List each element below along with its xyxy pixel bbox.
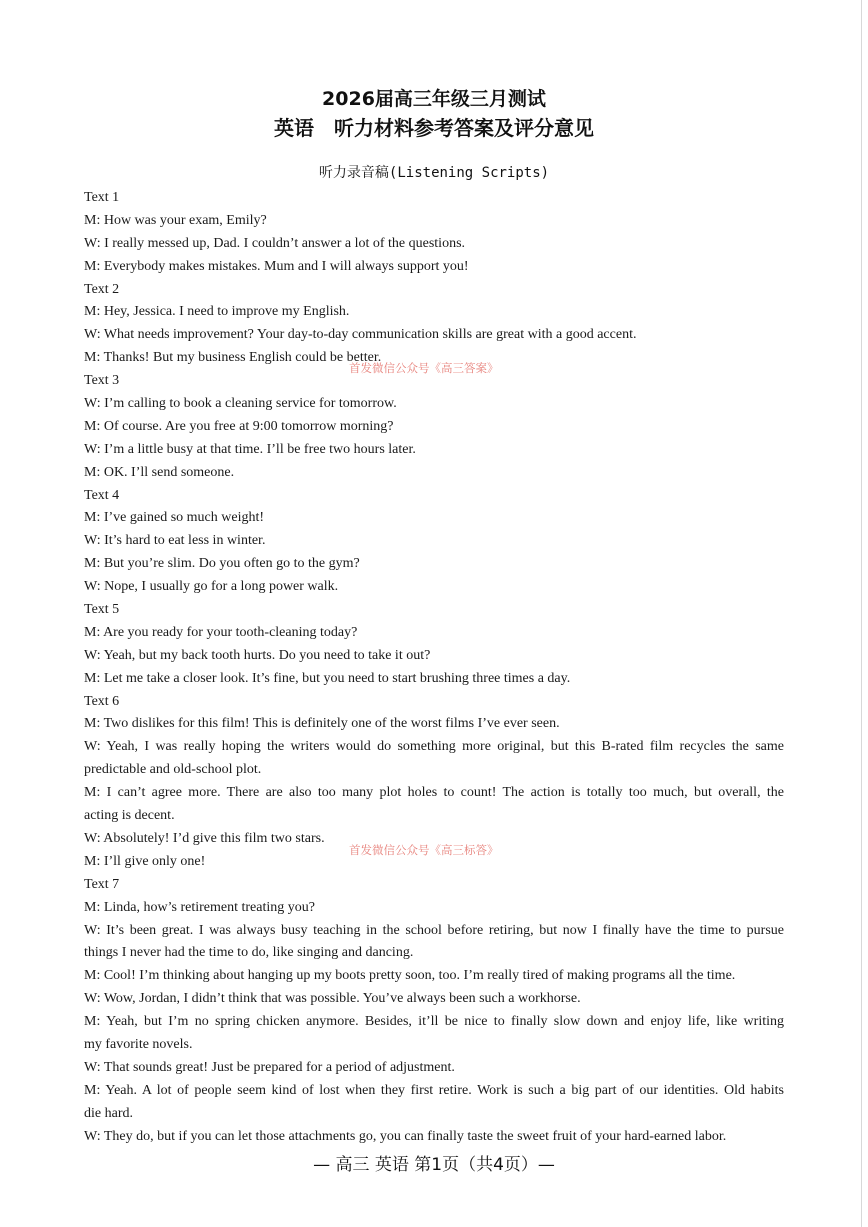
script-line: M: I can’t agree more. There are also too many plot holes to count! The action is totally too much, but overall, the [84,785,784,801]
script-line: M: Are you ready for your tooth-cleaning today? [84,624,358,640]
script-line: W: Yeah, but my back tooth hurts. Do you need to take it out? [84,647,431,663]
script-line: M: Yeah. A lot of people seem kind of lost when they first retire. Work is such a big part of our identities. Old habits [84,1082,784,1098]
script-line: M: Hey, Jessica. I need to improve my English. [84,304,350,320]
script-line: M: Two dislikes for this film! This is definitely one of the worst films I’ve ever seen. [84,716,560,732]
script-line: things I never had the time to do, like singing and dancing. [84,945,414,961]
text-heading: Text 4 [84,487,120,503]
script-line: W: What needs improvement? Your day-to-day communication skills are great with a good accent. [84,327,637,343]
script-line: W: That sounds great! Just be prepared for a period of adjustment. [84,1059,455,1075]
script-line: W: Nope, I usually go for a long power walk. [84,579,339,595]
script-line: W: I really messed up, Dad. I couldn’t answer a lot of the questions. [84,235,466,251]
text-heading: Text 5 [84,602,120,618]
script-line: predictable and old-school plot. [84,762,262,778]
script-line: M: Thanks! But my business English could be better. [84,350,382,366]
script-line: M: Cool! I’m thinking about hanging up my boots pretty soon, too. I’m really tired of making programs all the time. [84,968,736,984]
script-line: W: Yeah, I was really hoping the writers would do something more original, but this B-rated film recycles the same [84,739,784,755]
script-line: M: Yeah, but I’m no spring chicken anymore. Besides, it’ll be nice to finally slow down and enjoy life, like writing [84,1014,784,1030]
script-line: M: Let me take a closer look. It’s fine, but you need to start brushing three times a day. [84,670,571,686]
text-heading: Text 1 [84,190,120,205]
script-line: W: They do, but if you can let those attachments go, you can finally taste the sweet fruit of your hard-earned labor. [84,1128,727,1144]
watermark-2: 首发微信公众号《高三标答》 [349,843,499,857]
script-line: acting is decent. [84,808,175,824]
section-title: 听力录音稿(Listening Scripts) [318,165,550,181]
script-line: die hard. [84,1105,133,1121]
page-footer: — 高三 英语 第1页（共4页）— [313,1155,555,1175]
script-line: M: But you’re slim. Do you often go to the gym? [84,556,360,572]
script-line: M: Of course. Are you free at 9:00 tomorrow morning? [84,418,394,434]
script-line: M: I’ll give only one! [84,853,206,869]
script-line: W: Absolutely! I’d give this film two stars. [84,830,325,846]
script-line: M: I’ve gained so much weight! [84,510,265,526]
script-line: M: Everybody makes mistakes. Mum and I will always support you! [84,258,469,274]
text-heading: Text 6 [84,693,120,709]
script-line: M: How was your exam, Emily? [84,212,267,228]
script-line: W: Wow, Jordan, I didn’t think that was possible. You’ve always been such a workhorse. [84,991,581,1007]
text-heading: Text 7 [84,876,120,892]
page-edge-line [861,0,862,1227]
document-subtitle: 英语 听力材料参考答案及评分意见 [274,116,594,140]
script-line: my favorite novels. [84,1036,193,1052]
text-heading: Text 3 [84,373,120,389]
script-line: W: It’s hard to eat less in winter. [84,533,266,549]
script-line: W: I’m calling to book a cleaning service for tomorrow. [84,396,397,412]
exam-title: 2026届高三年级三月测试 [322,88,546,110]
script-line: W: It’s been great. I was always busy teaching in the school before retiring, but now I finally have the time to pursue [84,922,784,938]
listening-script-lines [84,187,784,1148]
script-line: M: Linda, how’s retirement treating you? [84,899,315,915]
script-line: M: OK. I’ll send someone. [84,464,235,480]
script-line: W: I’m a little busy at that time. I’ll be free two hours later. [84,441,416,457]
watermark-1: 首发微信公众号《高三答案》 [349,361,499,375]
text-heading: Text 2 [84,281,120,297]
